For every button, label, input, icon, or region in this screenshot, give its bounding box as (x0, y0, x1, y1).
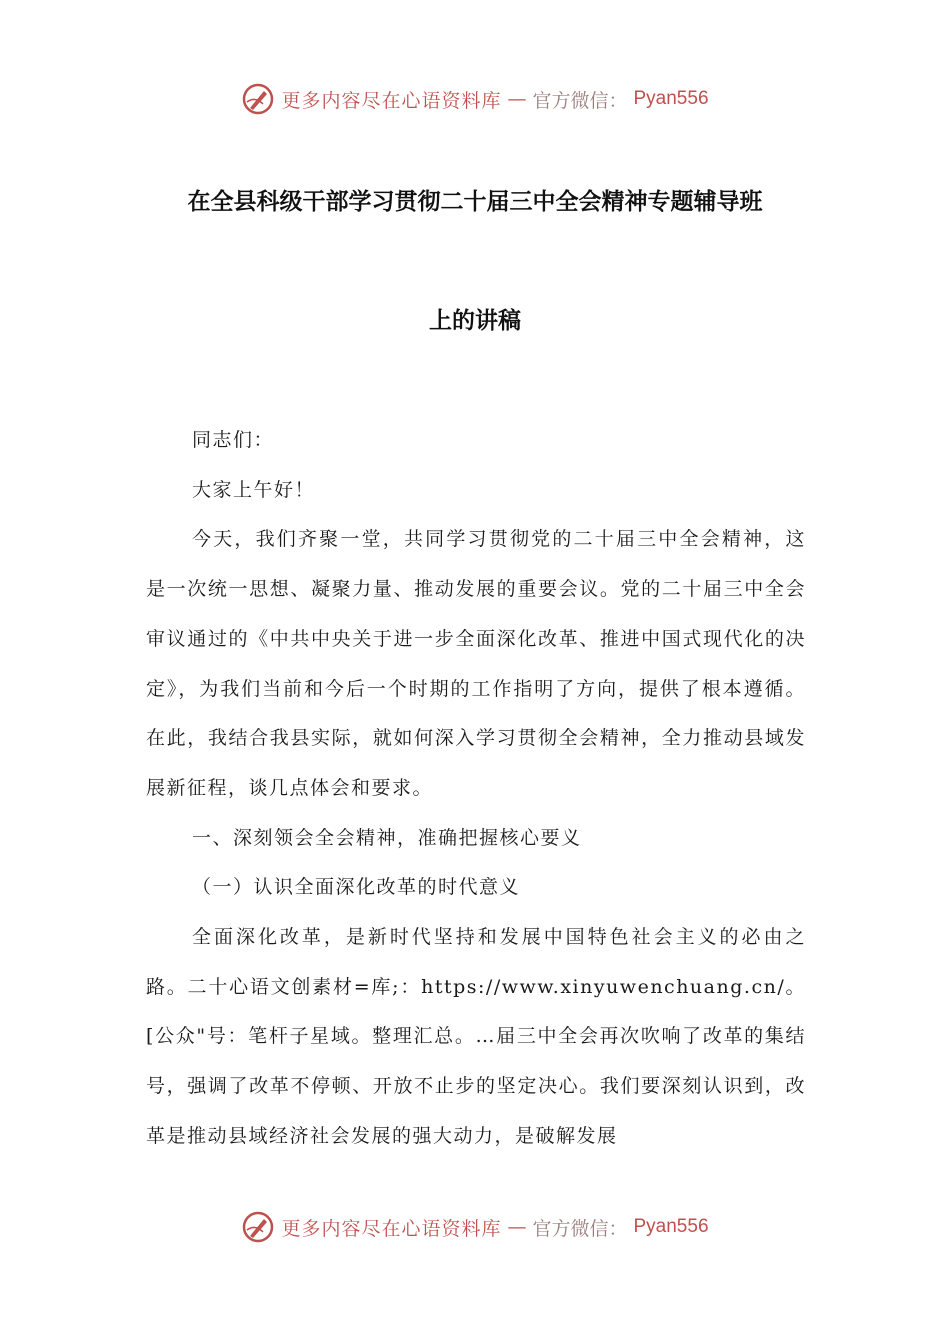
header-watermark (0, 82, 950, 116)
watermark-separator: — (507, 88, 527, 110)
body-paragraph: 全面深化改革，是新时代坚持和发展中国特色社会主义的必由之路。二十心语文创素材=库;：https://www.xinyuwenchuang.cn/。[公众"号：笔杆子星域。整理汇总。…届三中全会再次吹响了改革的集结号，强调了改革不停顿、开放不止步的坚定决心。我们要深刻认识到，改革是推动县域经济社会发展的强大动力，是破解发展 (146, 926, 806, 1147)
watermark-text: 更多内容尽在心语资料库 (281, 89, 502, 112)
pen-logo-icon (241, 1210, 275, 1244)
pen-logo-icon (241, 82, 275, 116)
subsection-heading: （一）认识全面深化改革的时代意义 (192, 876, 521, 899)
watermark-contact-id: Pyan556 (633, 88, 709, 109)
salutation: 同志们： (192, 429, 275, 451)
document-title-line-1: 在全县科级干部学习贯彻二十届三中全会精神专题辅导班 (187, 189, 763, 215)
watermark-contact-label: 官方微信： (532, 1217, 628, 1240)
watermark-separator: — (507, 1216, 527, 1238)
greeting: 大家上午好！ (192, 478, 316, 501)
intro-paragraph: 今天，我们齐聚一堂，共同学习贯彻党的二十届三中全会精神，这是一次统一思想、凝聚力量、推动发展的重要会议。党的二十届三中全会审议通过的《中共中央关于进一步全面深化改革、推进中国式现代化的决定》，为我们当前和今后一个时期的工作指明了方向，提供了根本遵循。在此，我结合我县实际，就如何深入学习贯彻全会精神，全力推动县域发展新征程，谈几点体会和要求。 (146, 528, 806, 799)
watermark-contact-label: 官方微信： (532, 89, 628, 112)
footer-watermark (0, 1210, 950, 1244)
watermark-text: 更多内容尽在心语资料库 (281, 1217, 502, 1240)
document-body (146, 416, 806, 1162)
section-heading: 一、深刻领会全会精神，准确把握核心要义 (192, 826, 582, 849)
document-title-line-2: 上的讲稿 (429, 308, 521, 334)
watermark-contact-id: Pyan556 (633, 1216, 709, 1237)
